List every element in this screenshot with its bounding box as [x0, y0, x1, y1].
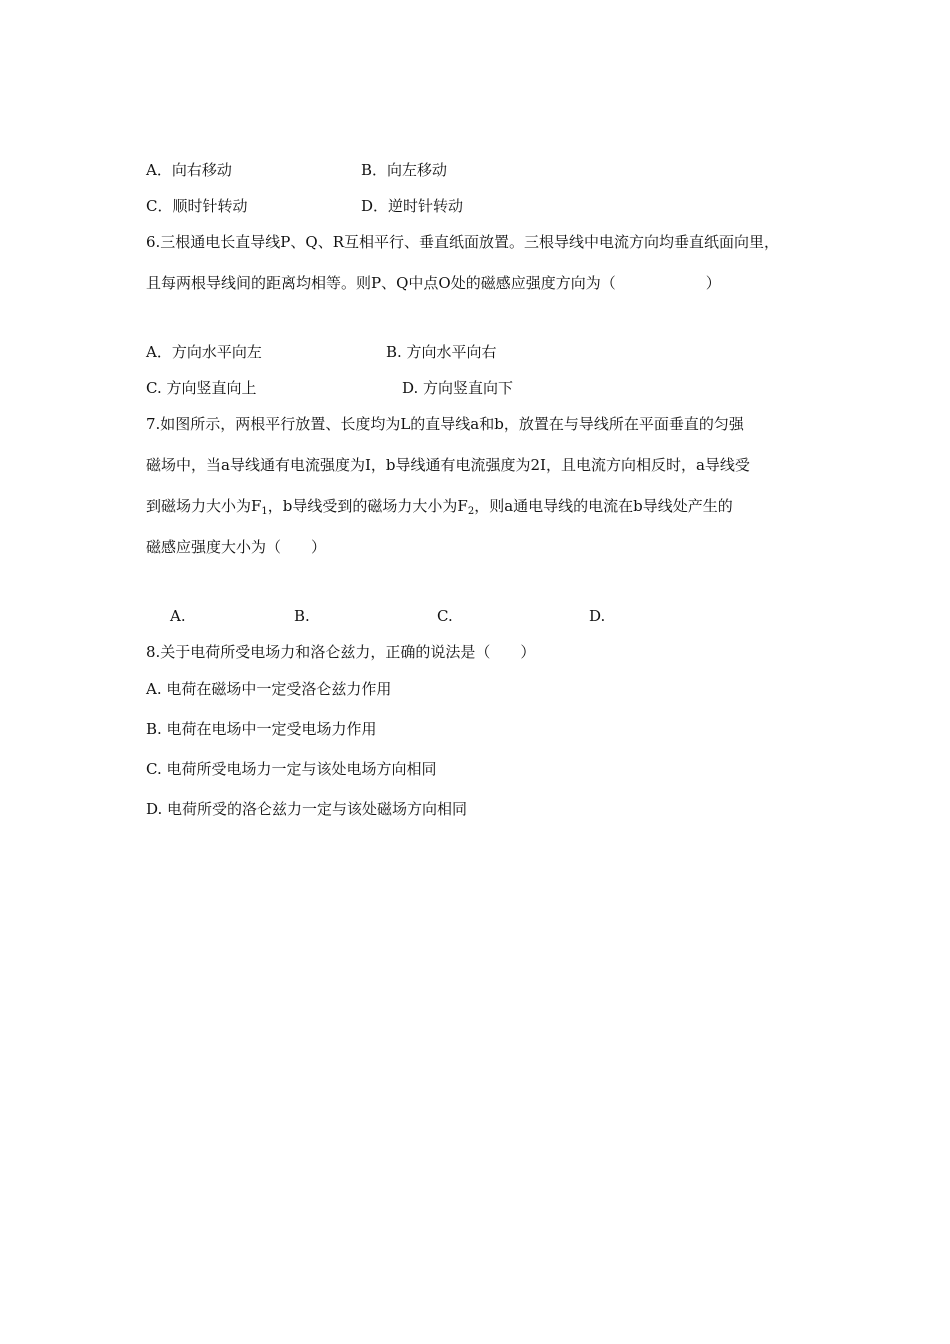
- q8-option-c: C. 电荷所受电场力一定与该处电场方向相同: [146, 760, 437, 778]
- q5-option-d: D．逆时针转动: [361, 197, 464, 215]
- q6-stem-line1: 6.三根通电长直导线P、Q、R互相平行、垂直纸面放置。三根导线中电流方向均垂直纸面向里，: [146, 233, 779, 251]
- q7-stem-line3: [146, 496, 733, 522]
- q7-line3-mid: ，b导线受到的磁场力大小为F: [267, 497, 468, 515]
- q7-option-d: D.: [589, 607, 606, 625]
- q7-stem-line2: 磁场中，当a导线通有电流强度为I，b导线通有电流强度为2I，且电流方向相反时，a导线受: [146, 456, 750, 474]
- q7-option-a: A.: [170, 607, 186, 625]
- q7-option-c: C.: [437, 607, 453, 625]
- q8-option-b: B. 电荷在电场中一定受电场力作用: [146, 720, 377, 738]
- q7-line3-post: ，则a通电导线的电流在b导线处产生的: [474, 497, 733, 515]
- q5-option-a: A．向右移动: [146, 161, 232, 179]
- q7-subscript-1: 1: [261, 506, 268, 517]
- q5-option-b: B．向左移动: [361, 161, 448, 179]
- q8-stem: 8.关于电荷所受电场力和洛仑兹力，正确的说法是（ ）: [146, 643, 536, 661]
- q8-option-a: A. 电荷在磁场中一定受洛仑兹力作用: [146, 680, 392, 698]
- q6-option-d: D. 方向竖直向下: [402, 379, 514, 397]
- q5-option-c: C．顺时针转动: [146, 197, 248, 215]
- q7-line3-pre: 到磁场力大小为F: [146, 497, 262, 515]
- q6-stem-line2: 且每两根导线间的距离均相等。则P、Q中点O处的磁感应强度方向为（ ）: [146, 274, 721, 292]
- q6-option-b: B. 方向水平向右: [386, 343, 497, 361]
- q6-option-c: C. 方向竖直向上: [146, 379, 257, 397]
- q7-stem-line1: 7.如图所示，两根平行放置、长度均为L的直导线a和b，放置在与导线所在平面垂直的匀强: [146, 415, 744, 433]
- q8-option-d: D. 电荷所受的洛仑兹力一定与该处磁场方向相同: [146, 800, 468, 818]
- q7-option-b: B.: [294, 607, 310, 625]
- q7-subscript-2: 2: [467, 506, 475, 517]
- q6-option-a: A．方向水平向左: [146, 343, 262, 361]
- q7-stem-line4: 磁感应强度大小为（ ）: [146, 538, 327, 556]
